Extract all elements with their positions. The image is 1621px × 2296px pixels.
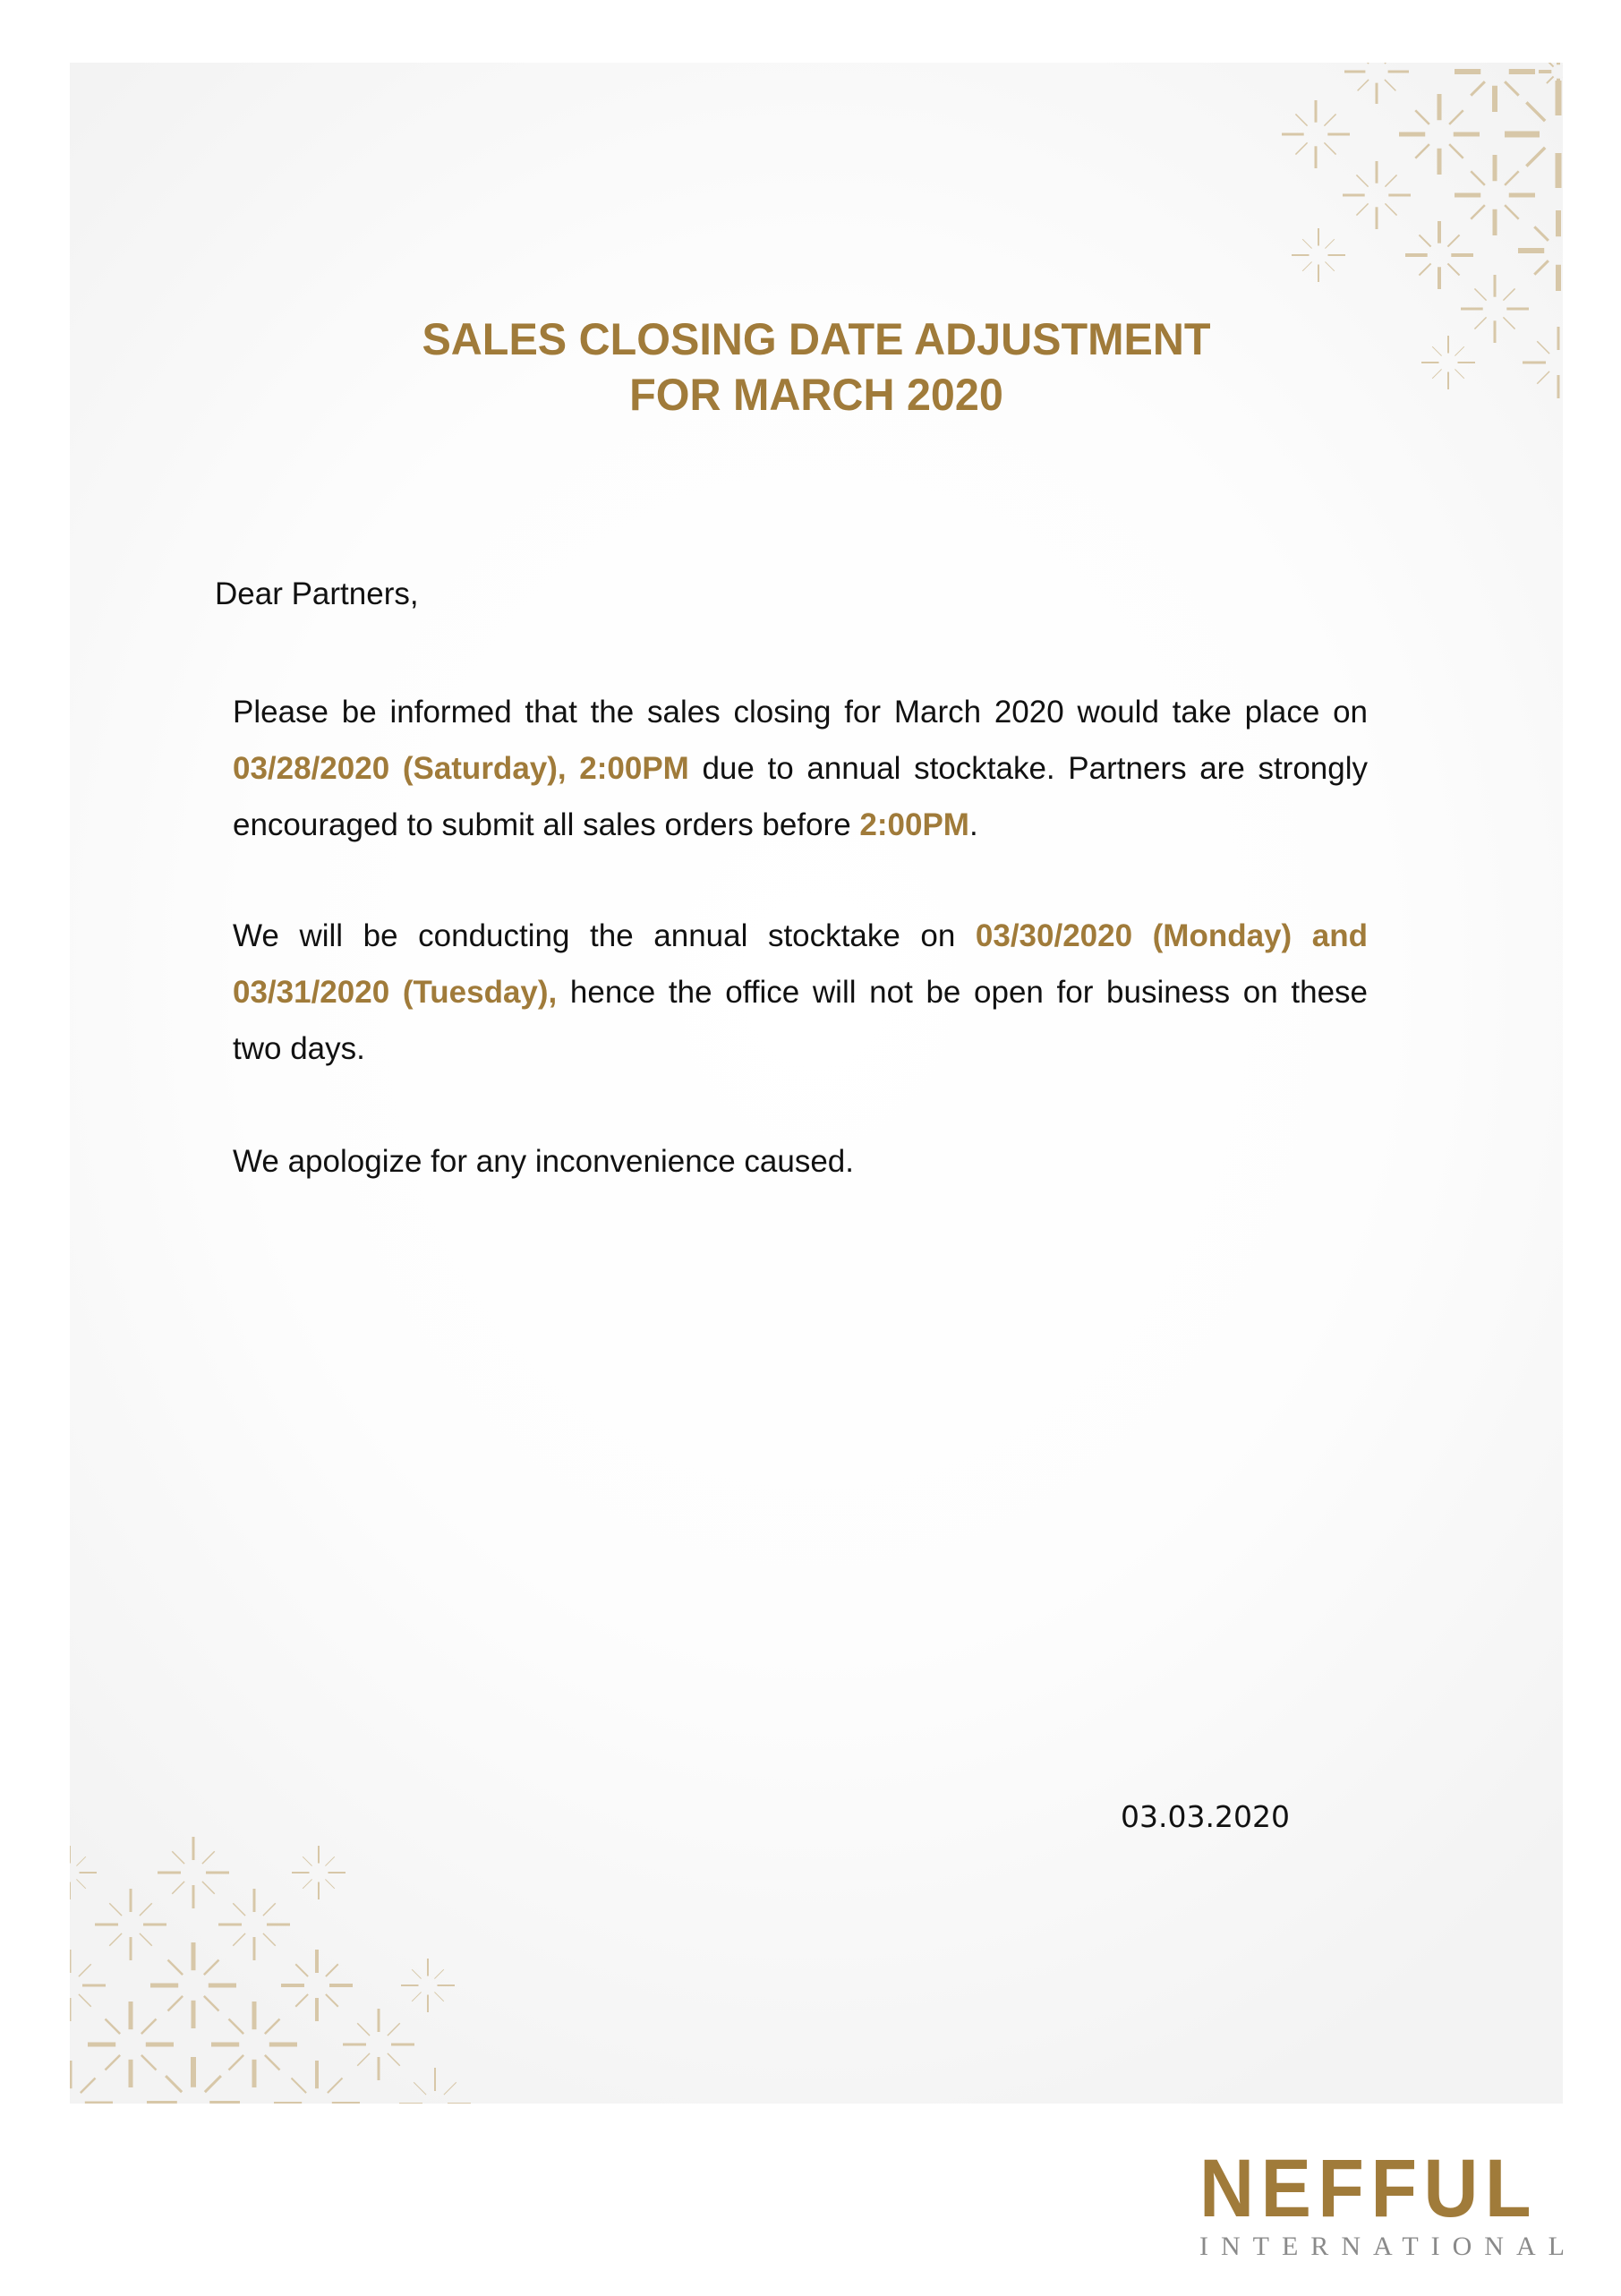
sparkle-icon bbox=[1399, 94, 1480, 175]
sparkle-icon bbox=[95, 1889, 166, 1960]
logo-name: NEFFUL bbox=[1199, 2143, 1538, 2234]
text: hence the office will not be open for business on these two days. bbox=[233, 975, 1368, 1066]
highlight-deadline: 2:00PM bbox=[859, 807, 969, 842]
sparkle-icon bbox=[1518, 210, 1563, 291]
text: . bbox=[968, 807, 978, 842]
sparkle-icon bbox=[70, 2061, 113, 2104]
sparkle-icon bbox=[1505, 81, 1563, 188]
sparkle-icon bbox=[1292, 228, 1345, 282]
sparkle-icon bbox=[1344, 63, 1409, 104]
text: We will be conducting the annual stocktake on bbox=[233, 918, 976, 953]
sparkle-icon bbox=[88, 2002, 174, 2087]
sparkle-icon bbox=[1455, 63, 1535, 112]
text: due to annual stocktake. Partners are strongly encouraged to submit all sales orders before bbox=[233, 751, 1368, 842]
title-line-1: SALES CLOSING DATE ADJUSTMENT bbox=[422, 314, 1211, 364]
sparkle-icon bbox=[70, 1846, 97, 1899]
letter-date: 03.03.2020 bbox=[1121, 1799, 1290, 1834]
sparkle-icon bbox=[211, 2002, 297, 2087]
paragraph-stocktake bbox=[233, 908, 1368, 1077]
page-title bbox=[92, 312, 1540, 422]
paragraph-closing-notice bbox=[233, 684, 1368, 853]
sparkle-icon bbox=[218, 1889, 290, 1960]
sparkle-icon bbox=[401, 1959, 455, 2012]
sparkle-pattern-bottom-left-icon bbox=[70, 1835, 482, 2104]
sparkle-icon bbox=[158, 1837, 229, 1908]
sparkle-icon bbox=[292, 1846, 346, 1899]
text: Please be informed that the sales closing for March 2020 would take place on bbox=[233, 695, 1368, 730]
highlight-stocktake-dates: 03/30/2020 (Monday) and 03/31/2020 (Tuesday), bbox=[233, 918, 1368, 1010]
paragraph-apology: We apologize for any inconvenience caused. bbox=[233, 1144, 854, 1179]
sparkle-icon bbox=[399, 2068, 471, 2104]
sparkle-icon bbox=[70, 1950, 106, 2021]
sparkle-icon bbox=[274, 2061, 360, 2104]
sparkle-icon bbox=[1282, 100, 1350, 168]
sparkle-icon bbox=[147, 2057, 240, 2104]
highlight-closing-date: 03/28/2020 (Saturday), 2:00PM bbox=[233, 751, 689, 786]
sparkle-icon bbox=[1405, 221, 1473, 289]
title-line-2: FOR MARCH 2020 bbox=[629, 370, 1003, 420]
sparkle-icon bbox=[1343, 161, 1411, 229]
sparkle-icon bbox=[343, 2009, 414, 2080]
letter-panel bbox=[70, 63, 1563, 2104]
salutation: Dear Partners, bbox=[215, 576, 419, 611]
company-logo bbox=[1199, 2143, 1577, 2262]
sparkle-icon bbox=[1455, 155, 1535, 235]
sparkle-icon bbox=[150, 1942, 236, 2028]
sparkle-icon bbox=[281, 1950, 353, 2021]
logo-subtitle: INTERNATIONAL bbox=[1199, 2232, 1577, 2261]
